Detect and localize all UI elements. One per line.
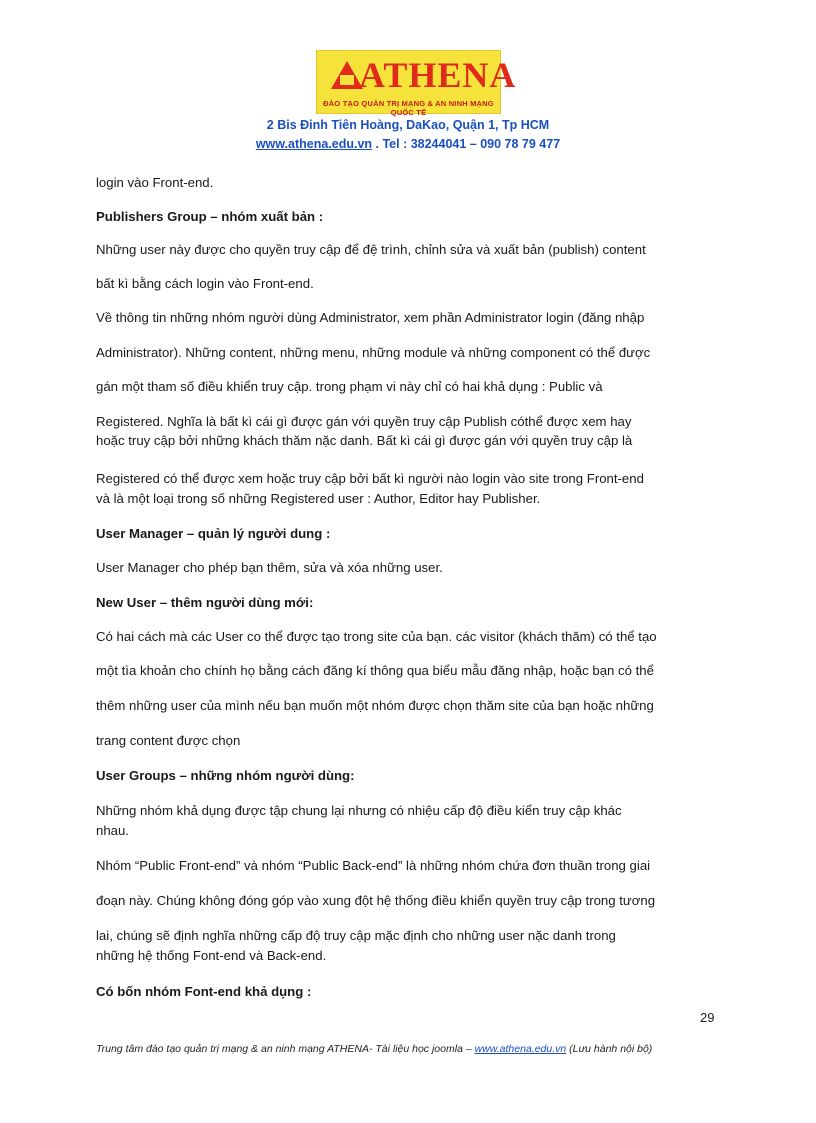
paragraph-line: Nhóm “Public Front-end” và nhóm “Public Back-end” là những nhóm chứa đơn thuần trong giai xyxy=(96,858,651,873)
footer xyxy=(96,1043,652,1055)
paragraph-line: nhau. xyxy=(96,823,130,838)
paragraph-line: Administrator). Những content, những menu, những module và những component có thể được xyxy=(96,345,651,360)
paragraph-line: Những nhóm khả dụng được tập chung lại nhưng có nhiệu cấp độ điều kiển truy cập khác xyxy=(96,803,622,818)
paragraph-line: lai, chúng sẽ định nghĩa những cấp độ truy cập mặc định cho những user nặc danh trong xyxy=(96,928,616,943)
paragraph-line: một tìa khoản cho chính họ bằng cách đăng kí thông qua biểu mẫu đăng nhập, hoặc bạn có thể xyxy=(96,663,654,678)
contact-line xyxy=(0,137,816,151)
paragraph-line: Những user này được cho quyền truy cập để đệ trình, chỉnh sửa và xuất bản (publish) content xyxy=(96,242,646,257)
paragraph-line: trang content được chọn xyxy=(96,733,241,748)
footer-note: (Lưu hành nội bộ) xyxy=(566,1043,653,1055)
section-heading-user-groups: User Groups – những nhóm người dùng: xyxy=(96,768,355,783)
logo-tagline: ĐÀO TẠO QUẢN TRỊ MẠNG & AN NINH MẠNG QUỐC TẾ xyxy=(323,99,494,117)
paragraph-line: gán một tham số điều khiển truy cập. trong phạm vi này chỉ có hai khả dụng : Public và xyxy=(96,379,603,394)
page-number: 29 xyxy=(700,1010,715,1025)
address-line: 2 Bis Đinh Tiên Hoàng, DaKao, Quận 1, Tp HCM xyxy=(266,118,550,132)
section-heading-frontend-groups: Có bốn nhóm Font-end khả dụng : xyxy=(96,984,312,999)
paragraph-line: bất kì bằng cách login vào Front-end. xyxy=(96,276,314,291)
paragraph-line: hoặc truy cập bởi những khách thăm nặc danh. Bất kì cái gì được gán với quyền truy cập là xyxy=(96,433,633,448)
phone-numbers: . Tel : 38244041 – 090 78 79 477 xyxy=(372,137,561,151)
paragraph-line: Registered có thể được xem hoặc truy cập bởi bất kì người nào login vào site trong Front-end xyxy=(96,471,644,486)
section-heading-new-user: New User – thêm người dùng mới: xyxy=(96,595,314,610)
footer-text: Trung tâm đào tạo quản trị mạng & an ninh mạng ATHENA- Tài liệu học joomla – xyxy=(96,1043,475,1055)
paragraph-line: login vào Front-end. xyxy=(96,175,214,190)
logo-name: ATHENA xyxy=(359,55,517,95)
paragraph-line: Registered. Nghĩa là bất kì cái gì được gán với quyền truy cập Publish cóthể được xem hay xyxy=(96,414,632,429)
paragraph-line: thêm những user của mình nếu bạn muốn một nhóm được chọn thăm site của bạn hoặc những xyxy=(96,698,654,713)
paragraph-line: đoạn này. Chúng không đóng góp vào xung đột hệ thống điều khiển quyền truy cập trong tương xyxy=(96,893,656,908)
paragraph-line: Về thông tin những nhóm người dùng Administrator, xem phần Administrator login (đăng nhập xyxy=(96,310,645,325)
paragraph-line: những hệ thống Font-end và Back-end. xyxy=(96,948,327,963)
paragraph-line: Có hai cách mà các User co thể được tạo trong site của bạn. các visitor (khách thăm) có thể tạo xyxy=(96,629,657,644)
section-heading-user-manager: User Manager – quản lý người dung : xyxy=(96,526,331,541)
paragraph-line: User Manager cho phép bạn thêm, sửa và xóa những user. xyxy=(96,560,443,575)
section-heading-publishers: Publishers Group – nhóm xuất bản : xyxy=(96,209,324,224)
footer-website-link[interactable]: www.athena.edu.vn xyxy=(474,1043,567,1055)
paragraph-line: và là một loại trong số những Registered user : Author, Editor hay Publisher. xyxy=(96,491,541,506)
website-link[interactable]: www.athena.edu.vn xyxy=(255,137,373,151)
athena-logo xyxy=(316,50,517,117)
